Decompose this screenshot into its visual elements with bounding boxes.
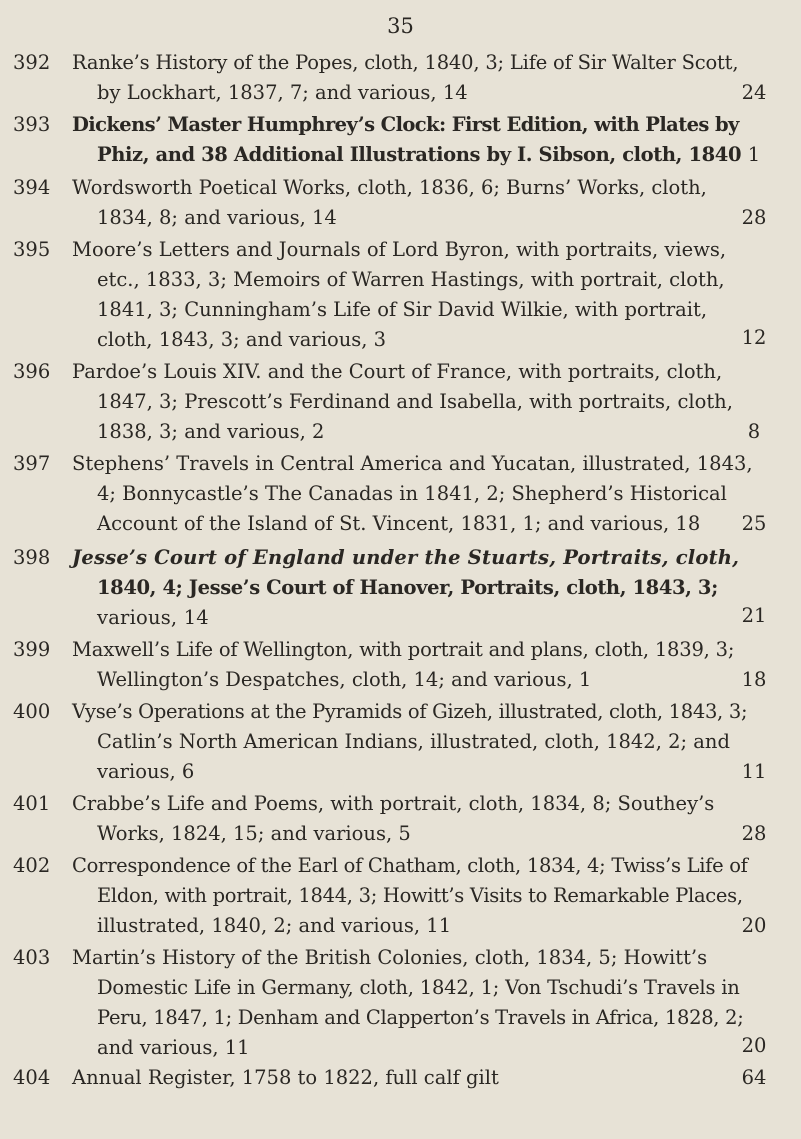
lot-line: Domestic Life in Germany, cloth, 1842, 1; Von Tschudi’s Travels in (97, 976, 740, 999)
lot-line: Correspondence of the Earl of Chatham, cloth, 1834, 4; Twiss’s Life of (72, 854, 748, 877)
lot-description (72, 789, 722, 849)
lot-line: 4; Bonnycastle’s The Canadas in 1841, 2; Shepherd’s Historical (97, 482, 727, 505)
lot-line: 1847, 3; Prescott’s Ferdinand and Isabella, with portraits, cloth, (97, 390, 733, 413)
lot-line: Account of the Island of St. Vincent, 1831, 1; and various, 18 (97, 512, 701, 535)
lot-line: illustrated, 1840, 2; and various, 11 (97, 914, 452, 937)
lot-number: 398 (13, 546, 51, 569)
lot-description (72, 235, 727, 355)
lot-price: 25 (741, 512, 767, 535)
lot-description (72, 449, 753, 539)
lot-line: Crabbe’s Life and Poems, with portrait, cloth, 1834, 8; Southey’s (72, 792, 715, 815)
lot-price: 28 (741, 206, 767, 229)
lot-description (72, 543, 740, 633)
lot-number: 393 (13, 113, 51, 136)
lot-line: various, 14 (97, 606, 209, 629)
lot-line: Dickens’ Master Humphrey’s Clock: First Edition, with Plates by (72, 113, 739, 136)
lot-line: Catlin’s North American Indians, illustrated, cloth, 1842, 2; and (97, 730, 730, 753)
lot-line: Pardoe’s Louis XIV. and the Court of France, with portraits, cloth, (72, 360, 723, 383)
lot-price: 21 (741, 604, 767, 627)
lot-line: cloth, 1843, 3; and various, 3 (97, 328, 387, 351)
lot-price: 24 (741, 81, 767, 104)
lot-price: 12 (741, 326, 767, 349)
lot-description (72, 851, 748, 941)
lot-line: 1840, 4; Jesse’s Court of Hanover, Portraits, cloth, 1843, 3; (97, 576, 718, 599)
lot-price: 20 (741, 914, 767, 937)
lot-number: 397 (13, 452, 51, 475)
lot-number: 403 (13, 946, 51, 969)
lot-line: various, 6 (97, 760, 195, 783)
lot-line: by Lockhart, 1837, 7; and various, 14 (97, 81, 468, 104)
lot-number: 396 (13, 360, 51, 383)
lot-number: 404 (13, 1066, 51, 1089)
lot-price: 1 (747, 143, 761, 166)
lot-line: and various, 11 (97, 1036, 250, 1059)
lot-number: 402 (13, 854, 51, 877)
lot-line: Wordsworth Poetical Works, cloth, 1836, 6; Burns’ Works, cloth, (72, 176, 707, 199)
lot-line: Phiz, and 38 Additional Illustrations by I. Sibson, cloth, 1840 (97, 143, 742, 166)
lot-line: Martin’s History of the British Colonies, cloth, 1834, 5; Howitt’s (72, 946, 708, 969)
lot-line: Annual Register, 1758 to 1822, full calf gilt (72, 1066, 499, 1089)
lot-description (72, 110, 742, 170)
lot-line: etc., 1833, 3; Memoirs of Warren Hastings, with portrait, cloth, (97, 268, 725, 291)
lot-number: 394 (13, 176, 51, 199)
lot-price: 28 (741, 822, 767, 845)
lot-description (72, 173, 722, 233)
lot-line: Works, 1824, 15; and various, 5 (97, 822, 411, 845)
lot-price: 8 (747, 420, 761, 443)
lot-price: 64 (741, 1066, 767, 1089)
lot-line: 1841, 3; Cunningham’s Life of Sir David Wilkie, with portrait, (97, 298, 708, 321)
lot-line: Jesse’s Court of England under the Stuarts, Portraits, cloth, (72, 546, 740, 569)
lot-line: Maxwell’s Life of Wellington, with portrait and plans, cloth, 1839, 3; (72, 638, 735, 661)
lot-line: Ranke’s History of the Popes, cloth, 1840, 3; Life of Sir Walter Scott, (72, 51, 739, 74)
lot-line: Peru, 1847, 1; Denham and Clapperton’s Travels in Africa, 1828, 2; (97, 1006, 744, 1029)
lot-number: 400 (13, 700, 51, 723)
lot-description (72, 48, 739, 108)
lot-line: 1838, 3; and various, 2 (97, 420, 325, 443)
lot-line: Stephens’ Travels in Central America and Yucatan, illustrated, 1843, (72, 452, 753, 475)
lot-number: 401 (13, 792, 51, 815)
lot-price: 11 (741, 760, 767, 783)
lot-line: Eldon, with portrait, 1844, 3; Howitt’s Visits to Remarkable Places, (97, 884, 743, 907)
lot-number: 392 (13, 51, 51, 74)
lot-description (72, 357, 733, 447)
lot-line: Moore’s Letters and Journals of Lord Byron, with portraits, views, (72, 238, 727, 261)
lot-number: 399 (13, 638, 51, 661)
lot-line: Wellington’s Despatches, cloth, 14; and various, 1 (97, 668, 592, 691)
lot-description (72, 635, 735, 695)
lot-line: 1834, 8; and various, 14 (97, 206, 337, 229)
lot-price: 20 (741, 1034, 767, 1057)
lot-price: 18 (741, 668, 767, 691)
lot-description (72, 1063, 722, 1093)
lot-line: Vyse’s Operations at the Pyramids of Gizeh, illustrated, cloth, 1843, 3; (72, 700, 748, 723)
lot-description (72, 943, 744, 1063)
page-number: 35 (387, 14, 414, 38)
lot-number: 395 (13, 238, 51, 261)
lot-description (72, 697, 748, 787)
